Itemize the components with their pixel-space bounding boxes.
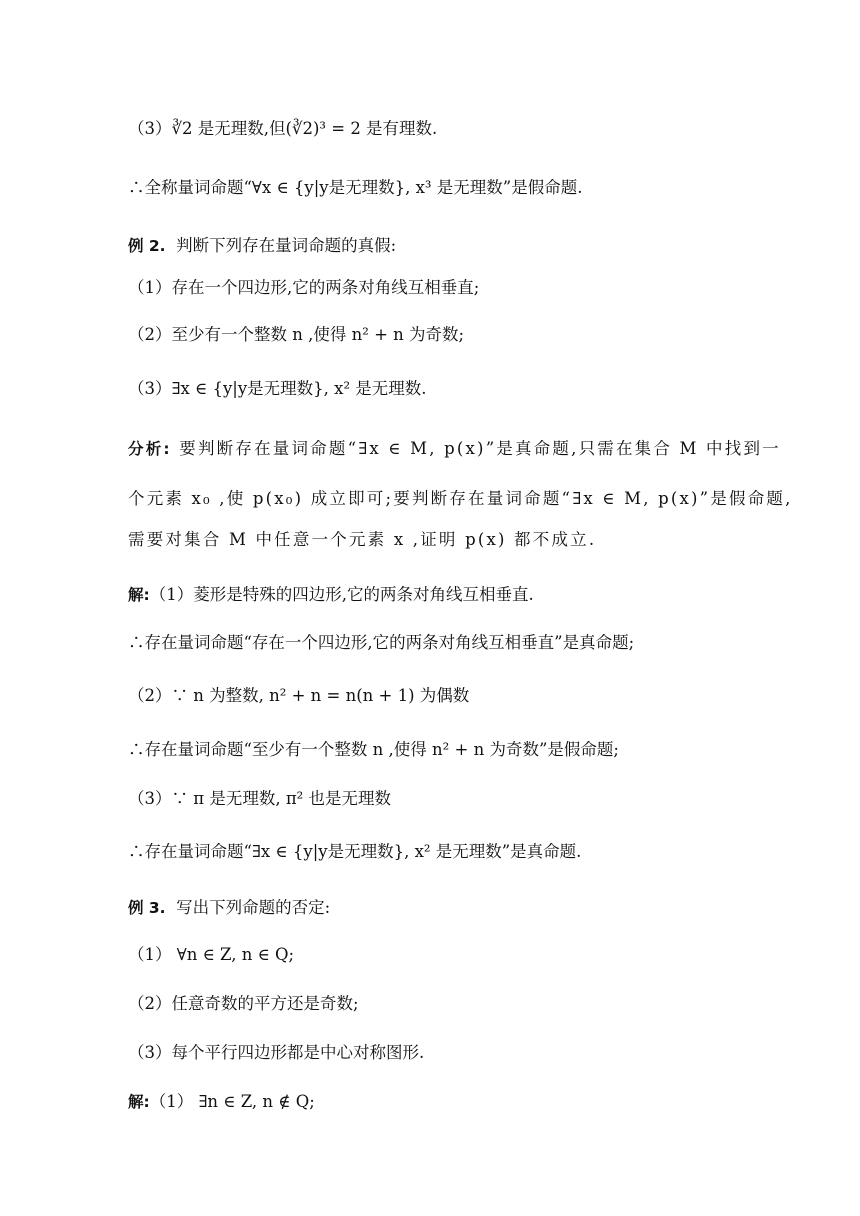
text-line: （3）∵ π 是无理数, π² 也是无理数 xyxy=(128,789,392,808)
analysis-label: 分析: xyxy=(128,440,172,458)
solution-line: 解:（1）菱形是特殊的四边形,它的两条对角线互相垂直. xyxy=(128,585,534,604)
text-line: ∴存在量词命题“至少有一个整数 n ,使得 n² + n 为奇数”是假命题; xyxy=(128,740,619,759)
text-line: （2）至少有一个整数 n ,使得 n² + n 为奇数; xyxy=(128,325,465,344)
text-line: 个元素 x₀ ,使 p(x₀) 成立即可;要判断存在量词命题“∃x ∈ M, p(x)”是假命题, xyxy=(128,489,793,508)
text-line: （2）任意奇数的平方还是奇数; xyxy=(128,994,359,1013)
example-label: 例 2. xyxy=(128,237,166,255)
text-line: （1） ∀n ∈ Z, n ∈ Q; xyxy=(128,945,295,964)
text-line: （3）每个平行四边形都是中心对称图形. xyxy=(128,1043,425,1062)
text-line: （3）∛2 是无理数,但(∛2)³ = 2 是有理数. xyxy=(128,119,438,138)
text-line: （3）∃x ∈ {y|y是无理数}, x² 是无理数. xyxy=(128,379,427,398)
text-line: ∴存在量词命题“∃x ∈ {y|y是无理数}, x² 是无理数”是真命题. xyxy=(128,842,582,861)
solution-label: 解: xyxy=(128,1093,150,1111)
example-heading: 例 2. 判断下列存在量词命题的真假: xyxy=(128,236,397,255)
text-line: ∴全称量词命题“∀x ∈ {y|y是无理数}, x³ 是无理数”是假命题. xyxy=(128,178,583,197)
analysis-line: 分析: 要判断存在量词命题“∃x ∈ M, p(x)”是真命题,只需在集合 M 中找到一 xyxy=(128,439,781,458)
example-label: 例 3. xyxy=(128,899,166,917)
text-line: 需要对集合 M 中任意一个元素 x ,证明 p(x) 都不成立. xyxy=(128,530,597,549)
text-line: （1）存在一个四边形,它的两条对角线互相垂直; xyxy=(128,278,480,297)
solution-label: 解: xyxy=(128,586,150,604)
text-line: （2）∵ n 为整数, n² + n = n(n + 1) 为偶数 xyxy=(128,686,470,705)
text-line: ∴存在量词命题“存在一个四边形,它的两条对角线互相垂直”是真命题; xyxy=(128,633,635,652)
solution-line: 解:（1） ∃n ∈ Z, n ∉ Q; xyxy=(128,1092,315,1111)
example-heading: 例 3. 写出下列命题的否定: xyxy=(128,898,331,917)
